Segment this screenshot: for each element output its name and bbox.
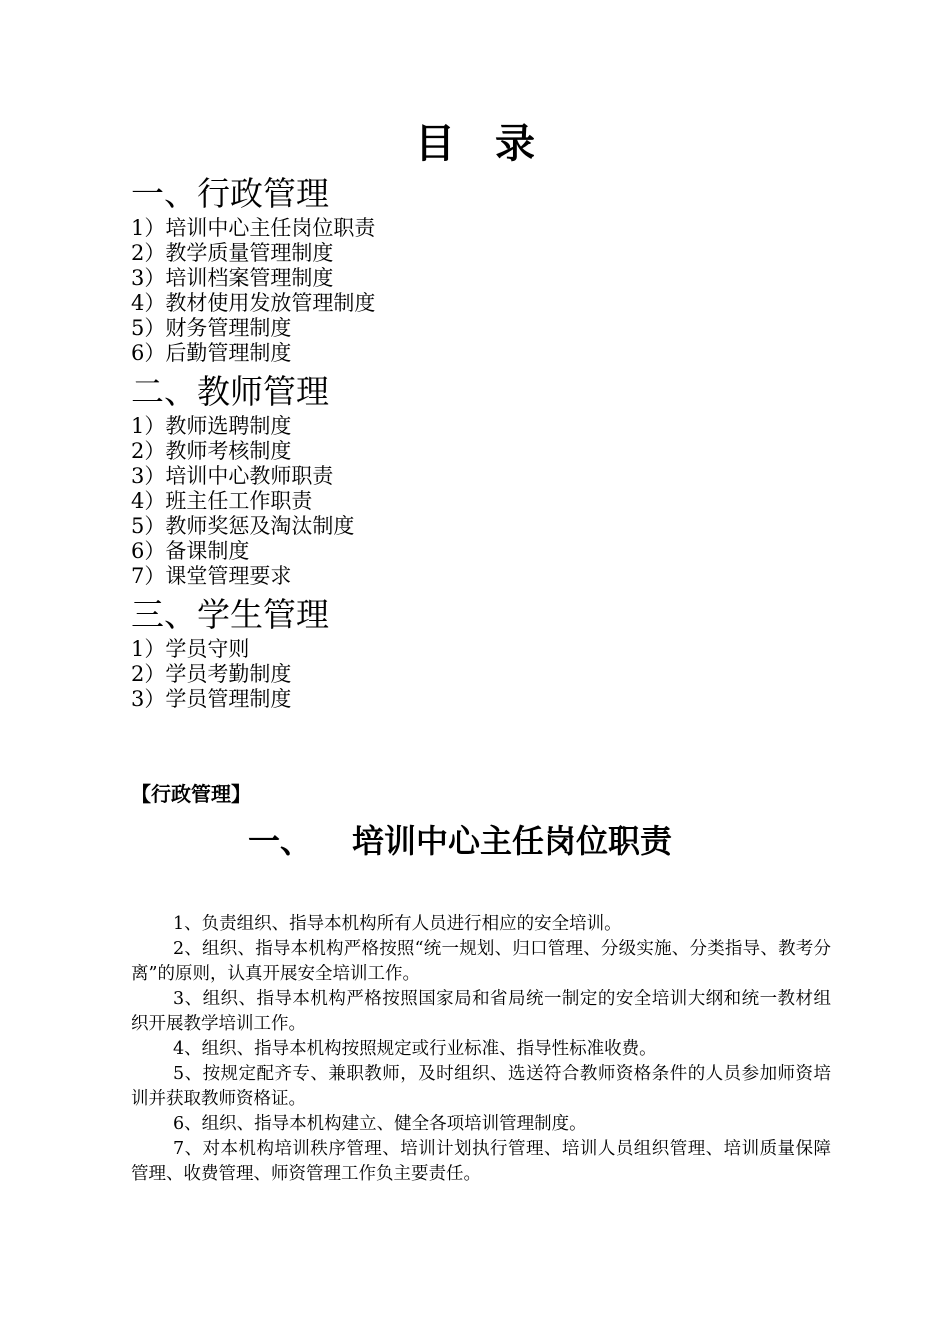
toc-item-label: 课堂管理要求 bbox=[165, 564, 292, 588]
toc-section-heading: 一、行政管理 bbox=[131, 174, 329, 213]
body-paragraph: 3、组织、指导本机构严格按照国家局和省局统一制定的安全培训大纲和统一教材组织开展教学培训工作。 bbox=[131, 989, 831, 1034]
toc-item[interactable] bbox=[131, 564, 831, 589]
toc-item[interactable] bbox=[131, 687, 831, 712]
toc-item-label: 培训中心主任岗位职责 bbox=[165, 216, 376, 240]
toc-item[interactable] bbox=[131, 464, 831, 489]
toc-item[interactable] bbox=[131, 489, 831, 514]
toc-item-number: 7） bbox=[131, 564, 166, 588]
toc-item-label: 学员考勤制度 bbox=[165, 662, 292, 686]
toc-item-label: 学员守则 bbox=[165, 637, 250, 661]
toc-item[interactable] bbox=[131, 637, 831, 662]
toc-item-label: 教师考核制度 bbox=[165, 439, 292, 463]
toc-item-number: 1） bbox=[131, 216, 166, 240]
toc-item[interactable] bbox=[131, 414, 831, 439]
toc-item-label: 班主任工作职责 bbox=[165, 489, 313, 513]
toc-item-label: 备课制度 bbox=[165, 539, 250, 563]
toc-item-label: 教师选聘制度 bbox=[165, 414, 292, 438]
toc-item[interactable] bbox=[131, 514, 831, 539]
toc-item[interactable] bbox=[131, 266, 831, 291]
toc-item-number: 3） bbox=[131, 464, 166, 488]
toc-item-label: 教师奖惩及淘汰制度 bbox=[165, 514, 355, 538]
body-paragraph: 4、组织、指导本机构按照规定或行业标准、指导性标准收费。 bbox=[173, 1039, 657, 1059]
toc-item-number: 2） bbox=[131, 662, 166, 686]
toc-item-number: 2） bbox=[131, 241, 166, 265]
toc-item-label: 学员管理制度 bbox=[165, 687, 292, 711]
toc-item-label: 培训中心教师职责 bbox=[165, 464, 334, 488]
toc-list bbox=[131, 216, 831, 366]
toc-section-heading: 二、教师管理 bbox=[131, 372, 329, 411]
article-body bbox=[131, 912, 831, 1187]
toc-item-number: 4） bbox=[131, 291, 166, 315]
toc-item-number: 1） bbox=[131, 637, 166, 661]
toc-item-label: 教学质量管理制度 bbox=[165, 241, 334, 265]
toc-item[interactable] bbox=[131, 439, 831, 464]
article-number: 一、 bbox=[248, 822, 313, 860]
article-heading bbox=[248, 818, 672, 864]
body-paragraph: 1、负责组织、指导本机构所有人员进行相应的安全培训。 bbox=[173, 914, 622, 934]
toc-item-label: 后勤管理制度 bbox=[165, 341, 292, 365]
toc-title-second-char: 录 bbox=[495, 121, 535, 167]
toc-item[interactable] bbox=[131, 316, 831, 341]
toc-item-label: 财务管理制度 bbox=[165, 316, 292, 340]
toc-item-number: 3） bbox=[131, 687, 166, 711]
toc-item-number: 2） bbox=[131, 439, 166, 463]
body-paragraph: 7、对本机构培训秩序管理、培训计划执行管理、培训人员组织管理、培训质量保障管理、收费管理、师资管理工作负主要责任。 bbox=[131, 1139, 831, 1184]
section-tag: 【行政管理】 bbox=[131, 782, 251, 806]
toc-item[interactable] bbox=[131, 216, 831, 241]
toc-item-number: 5） bbox=[131, 316, 166, 340]
body-paragraph: 6、组织、指导本机构建立、健全各项培训管理制度。 bbox=[173, 1114, 587, 1134]
toc-item[interactable] bbox=[131, 539, 831, 564]
toc-item-number: 4） bbox=[131, 489, 166, 513]
toc-item-number: 6） bbox=[131, 539, 166, 563]
toc-item-label: 教材使用发放管理制度 bbox=[165, 291, 376, 315]
toc-item-label: 培训档案管理制度 bbox=[165, 266, 334, 290]
toc-title bbox=[0, 118, 950, 170]
toc-item-number: 3） bbox=[131, 266, 166, 290]
toc-section-heading: 三、学生管理 bbox=[131, 595, 329, 634]
toc-list bbox=[131, 414, 831, 589]
toc-title-first-char: 目 bbox=[415, 121, 455, 167]
toc-item[interactable] bbox=[131, 291, 831, 316]
toc-list bbox=[131, 637, 831, 712]
toc-item-number: 1） bbox=[131, 414, 166, 438]
toc-item[interactable] bbox=[131, 662, 831, 687]
body-paragraph: 2、组织、指导本机构严格按照“统一规划、归口管理、分级实施、分类指导、教考分离”的原则，认真开展安全培训工作。 bbox=[131, 939, 831, 984]
toc-item[interactable] bbox=[131, 241, 831, 266]
article-title: 培训中心主任岗位职责 bbox=[352, 822, 673, 860]
body-paragraph: 5、按规定配齐专、兼职教师，及时组织、选送符合教师资格条件的人员参加师资培训并获取教师资格证。 bbox=[131, 1064, 831, 1109]
toc-item[interactable] bbox=[131, 341, 831, 366]
table-of-contents bbox=[131, 172, 831, 716]
toc-item-number: 6） bbox=[131, 341, 166, 365]
toc-item-number: 5） bbox=[131, 514, 166, 538]
